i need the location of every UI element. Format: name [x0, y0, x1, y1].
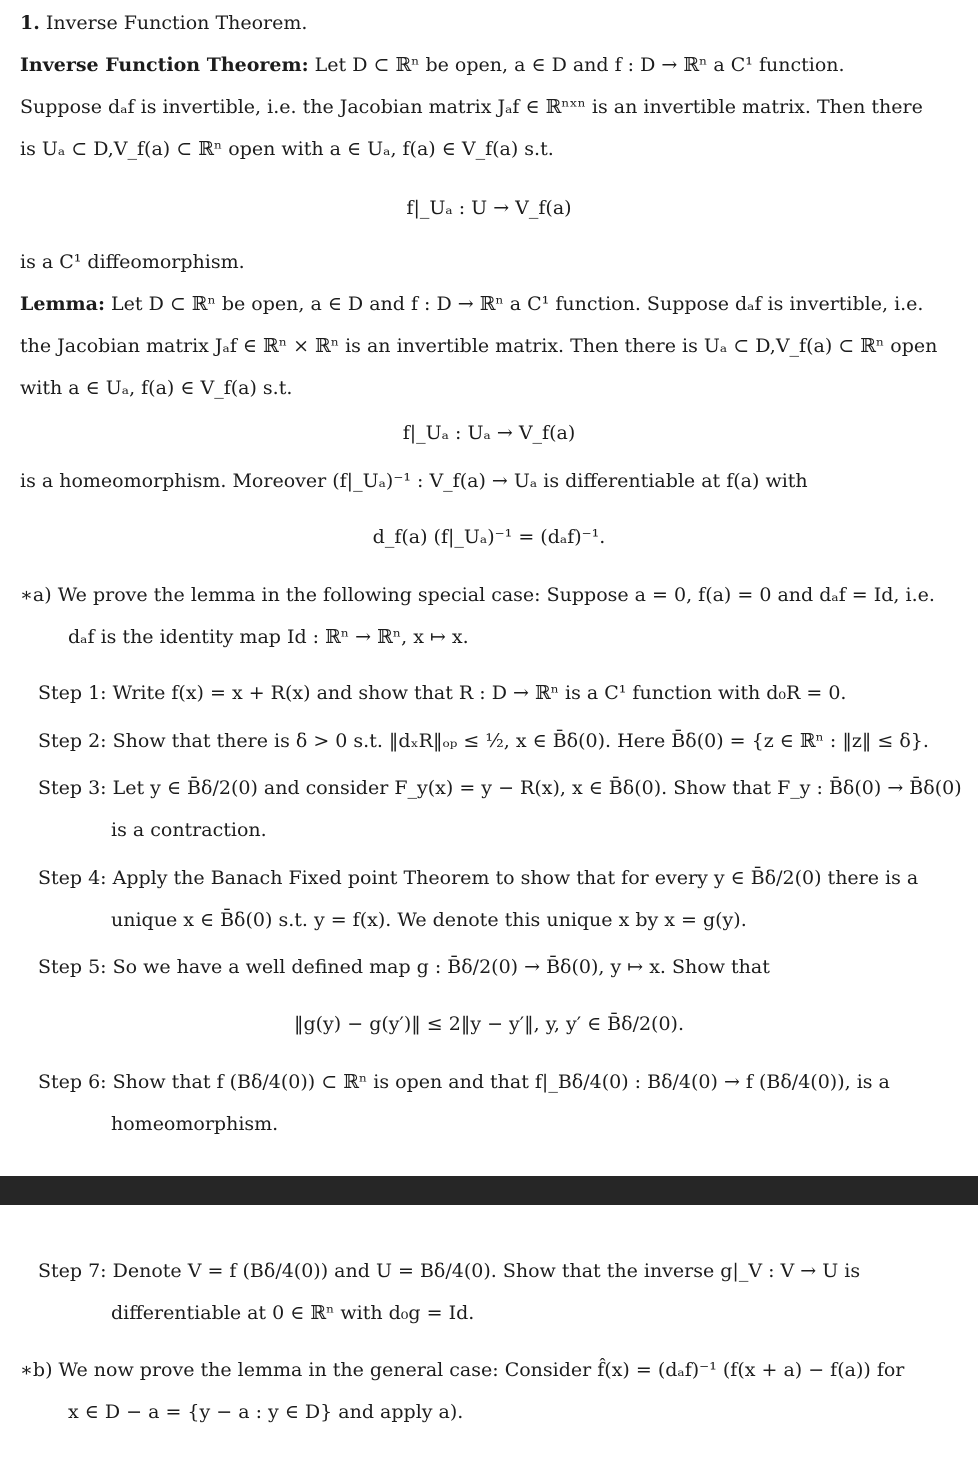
part-a-line-2: dₐf is the identity map Id : ℝⁿ → ℝⁿ, x ↦ x. [68, 626, 469, 648]
step-5-label: Step 5: [38, 956, 107, 978]
step-5-text: So we have a well defined map g : B̄δ/2(0) → B̄δ(0), y ↦ x. Show that [112, 956, 770, 978]
part-b-line-1 [20, 1357, 904, 1383]
step-5-display: ‖g(y) − g(y′)‖ ≤ 2‖y − y′‖, y, y′ ∈ B̄δ/2(0). [293, 1013, 685, 1035]
part-a-text-1: We prove the lemma in the following special case: Suppose a = 0, f(a) = 0 and dₐf = Id, i.e. [57, 584, 935, 606]
step-2-label: Step 2: [38, 730, 107, 752]
step-6-text: Show that f (Bδ/4(0)) ⊂ ℝⁿ is open and that f|_Bδ/4(0) : Bδ/4(0) → f (Bδ/4(0)), is a [112, 1071, 890, 1093]
step-4-text: Apply the Banach Fixed point Theorem to show that for every y ∈ B̄δ/2(0) there is a [112, 867, 919, 889]
lemma-display-1: f|_Uₐ : Uₐ → V_f(a) [402, 422, 576, 444]
step-6 [38, 1069, 890, 1095]
lemma-line-1 [20, 291, 923, 317]
step-6-continuation: homeomorphism. [111, 1113, 279, 1135]
theorem-text-1: Let D ⊂ ℝⁿ be open, a ∈ D and f : D → ℝⁿ a C¹ function. [314, 54, 845, 76]
step-7-continuation: differentiable at 0 ∈ ℝⁿ with d₀g = Id. [111, 1302, 475, 1324]
section-number: 1. [20, 12, 40, 34]
page-divider-bar [0, 1176, 978, 1205]
step-4 [38, 865, 918, 891]
step-3-label: Step 3: [38, 777, 107, 799]
step-6-label: Step 6: [38, 1071, 107, 1093]
theorem-line-3: is Uₐ ⊂ D,V_f(a) ⊂ ℝⁿ open with a ∈ Uₐ, f(a) ∈ V_f(a) s.t. [20, 138, 554, 160]
step-5 [38, 954, 770, 980]
step-1-label: Step 1: [38, 682, 107, 704]
lemma-label: Lemma: [20, 293, 105, 315]
page-bottom [0, 1205, 978, 1458]
section-title: Inverse Function Theorem. [45, 12, 308, 34]
theorem-line-2: Suppose dₐf is invertible, i.e. the Jacobian matrix Jₐf ∈ ℝⁿˣⁿ is an invertible matrix. Then there [20, 96, 923, 118]
step-2-text: Show that there is δ > 0 s.t. ‖dₓR‖ₒₚ ≤ ½, x ∈ B̄δ(0). Here B̄δ(0) = {z ∈ ℝⁿ : ‖z‖ ≤ δ}. [112, 730, 929, 752]
theorem-line-1 [20, 52, 845, 78]
step-2 [38, 728, 929, 754]
step-3 [38, 775, 962, 801]
part-a-line-1 [20, 582, 935, 608]
lemma-line-3: with a ∈ Uₐ, f(a) ∈ V_f(a) s.t. [20, 377, 293, 399]
part-b-label: ∗b) [20, 1359, 53, 1381]
theorem-line-4: is a C¹ diffeomorphism. [20, 251, 245, 273]
step-4-continuation: unique x ∈ B̄δ(0) s.t. y = f(x). We denote this unique x by x = g(y). [111, 909, 747, 931]
lemma-line-2: the Jacobian matrix Jₐf ∈ ℝⁿ × ℝⁿ is an invertible matrix. Then there is Uₐ ⊂ D,V_f(a) ⊂ ℝⁿ open [20, 335, 938, 357]
part-b-text-1: We now prove the lemma in the general case: Consider f̂(x) = (dₐf)⁻¹ (f(x + a) − f(a)) for [58, 1359, 905, 1381]
step-1 [38, 680, 846, 706]
step-7-text: Denote V = f (Bδ/4(0)) and U = Bδ/4(0). Show that the inverse g|_V : V → U is [112, 1260, 861, 1282]
section-heading [20, 10, 307, 36]
step-7-label: Step 7: [38, 1260, 107, 1282]
step-1-text: Write f(x) = x + R(x) and show that R : D → ℝⁿ is a C¹ function with d₀R = 0. [112, 682, 847, 704]
step-3-continuation: is a contraction. [111, 819, 267, 841]
step-7 [38, 1258, 860, 1284]
lemma-text-1: Let D ⊂ ℝⁿ be open, a ∈ D and f : D → ℝⁿ a C¹ function. Suppose dₐf is invertible, i.e. [111, 293, 924, 315]
step-3-text: Let y ∈ B̄δ/2(0) and consider F_y(x) = y − R(x), x ∈ B̄δ(0). Show that F_y : B̄δ(0) → B̄δ(0) [112, 777, 962, 799]
step-4-label: Step 4: [38, 867, 107, 889]
theorem-label: Inverse Function Theorem: [20, 54, 309, 76]
part-a-label: ∗a) [20, 584, 52, 606]
lemma-display-2: d_f(a) (f|_Uₐ)⁻¹ = (dₐf)⁻¹. [372, 526, 606, 548]
part-b-line-2: x ∈ D − a = {y − a : y ∈ D} and apply a). [68, 1401, 464, 1423]
lemma-line-4: is a homeomorphism. Moreover (f|_Uₐ)⁻¹ : V_f(a) → Uₐ is differentiable at f(a) with [20, 470, 808, 492]
theorem-display: f|_Uₐ : U → V_f(a) [406, 197, 572, 219]
